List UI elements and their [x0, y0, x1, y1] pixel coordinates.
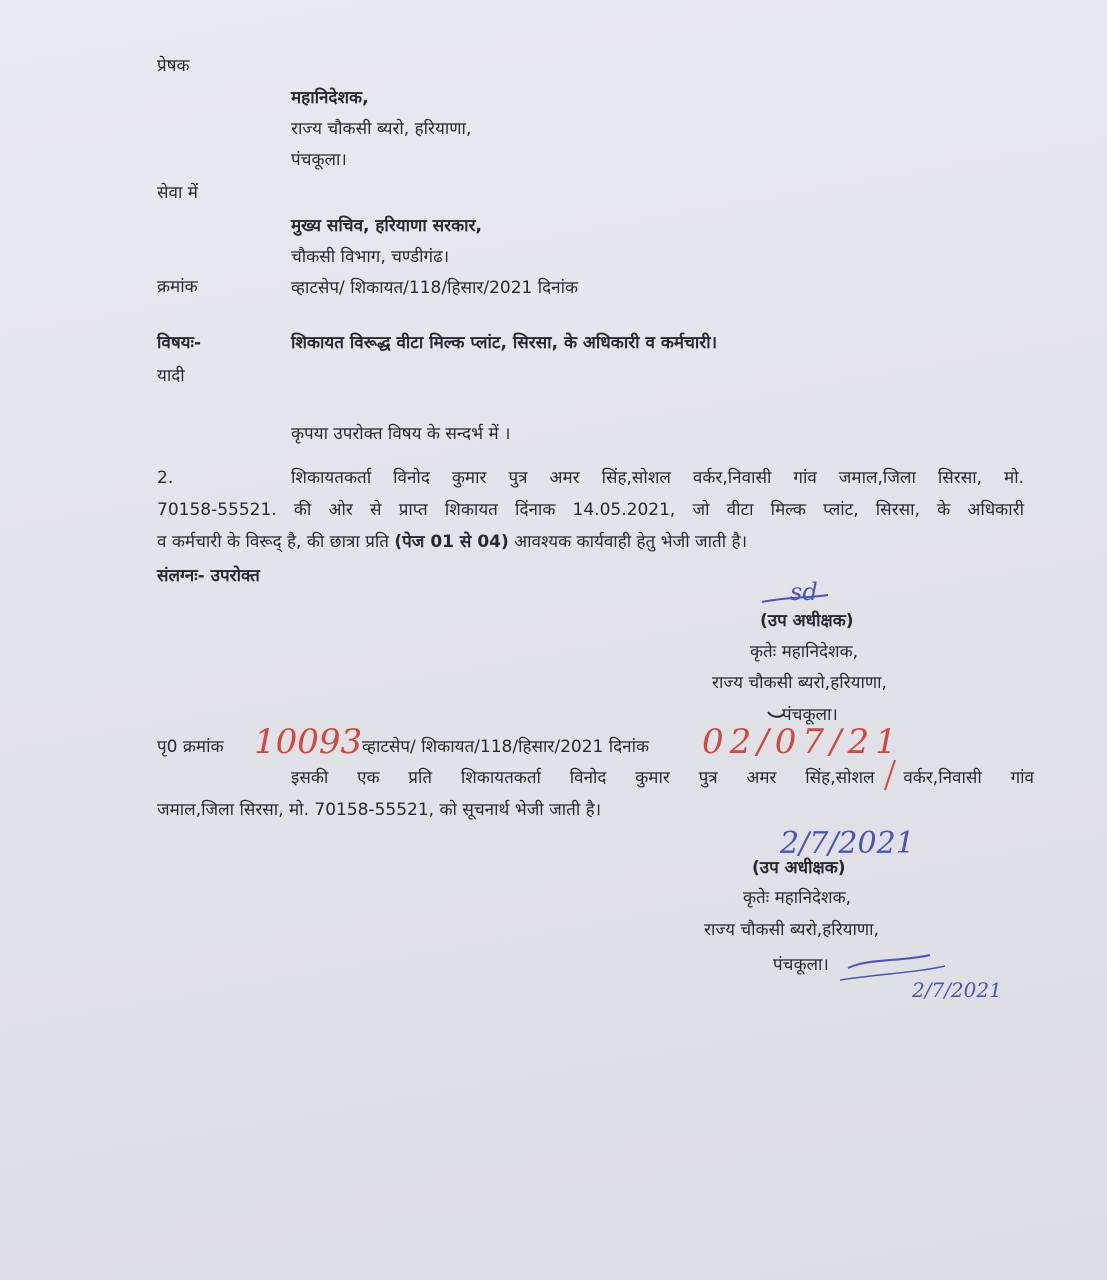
- subject-label: विषयः-: [157, 333, 202, 353]
- para2-number: 2.: [157, 468, 174, 488]
- signature2-designation: (उप अधीक्षक): [752, 858, 846, 878]
- para2-pages: (पेज 01 से 04): [394, 532, 509, 552]
- signature2-line2: राज्य चौकसी ब्यरो,हरियाणा,: [704, 920, 879, 940]
- para2-line2: 70158-55521. की ओर से प्राप्त शिकायत दिंनाक 14.05.2021, जो वीटा मिल्क प्लांट, सिरसा, के अधिकारी: [157, 500, 1024, 520]
- para2-line3-a: व कर्मचारी के विरूद् है, की छात्रा प्रति: [157, 532, 389, 552]
- endorsement-label: पृ0 क्रमांक: [157, 737, 224, 757]
- subject-sublabel: यादी: [157, 366, 185, 386]
- endorsement-number: 10093: [254, 722, 363, 762]
- signature1-line2: राज्य चौकसी ब्यरो,हरियाणा,: [712, 673, 887, 693]
- signature2-mark: 2/7/2021: [780, 826, 915, 861]
- endorsement-line2: जमाल,जिला सिरसा, मो. 70158-55521, को सूचनार्थ भेजी जाती है।: [157, 800, 602, 820]
- para2-line3-c: आवश्यक कार्यवाही हेतु भेजी जाती है।: [514, 532, 748, 552]
- recipient-line2: चौकसी विभाग, चण्डीगंढ।: [291, 247, 450, 267]
- endorsement-line1: इसकी एक प्रति शिकायतकर्ता विनोद कुमार पुत्र अमर सिंह,सोशल वर्कर,निवासी गांव: [291, 768, 1034, 788]
- signature2-note: 2/7/2021: [912, 978, 1002, 1002]
- recipient-label: सेवा में: [157, 183, 198, 203]
- sender-line2: राज्य चौकसी ब्यरो, हरियाणा,: [291, 119, 472, 139]
- sender-label: प्रेषक: [157, 56, 190, 76]
- enclosure: संलग्नः- उपरोक्त: [157, 566, 260, 586]
- signature1-mark: sd: [790, 578, 818, 606]
- signature2-line1: कृतेः महानिदेशक,: [743, 888, 852, 908]
- endorsement-ref: व्हाटसेप/ शिकायत/118/हिसार/2021 दिनांक: [362, 737, 650, 757]
- signature1-line1: कृतेः महानिदेशक,: [750, 642, 859, 662]
- signature1-line3: पंचकूला।: [782, 705, 838, 725]
- signature1-designation: (उप अधीक्षक): [760, 611, 854, 631]
- endorsement-date: 02/07/21: [702, 722, 903, 762]
- para2-line3: [157, 530, 747, 554]
- sender-line3: पंचकूला।: [291, 150, 347, 170]
- para2-line1: शिकायतकर्ता विनोद कुमार पुत्र अमर सिंह,सोशल वर्कर,निवासी गांव जमाल,जिला सिरसा, मो.: [291, 468, 1024, 488]
- reference-value: व्हाटसेप/ शिकायत/118/हिसार/2021 दिनांक: [291, 278, 579, 298]
- signature2-line3: पंचकूला।: [773, 955, 829, 975]
- sender-name: महानिदेशक,: [291, 88, 369, 108]
- subject-text: शिकायत विरूद्ध वीटा मिल्क प्लांट, सिरसा, के अधिकारी व कर्मचारी।: [291, 333, 718, 353]
- salutation: कृपया उपरोक्त विषय के सन्दर्भ में ।: [291, 424, 511, 444]
- reference-label: क्रमांक: [157, 277, 198, 297]
- recipient-name: मुख्य सचिव, हरियाणा सरकार,: [291, 216, 482, 236]
